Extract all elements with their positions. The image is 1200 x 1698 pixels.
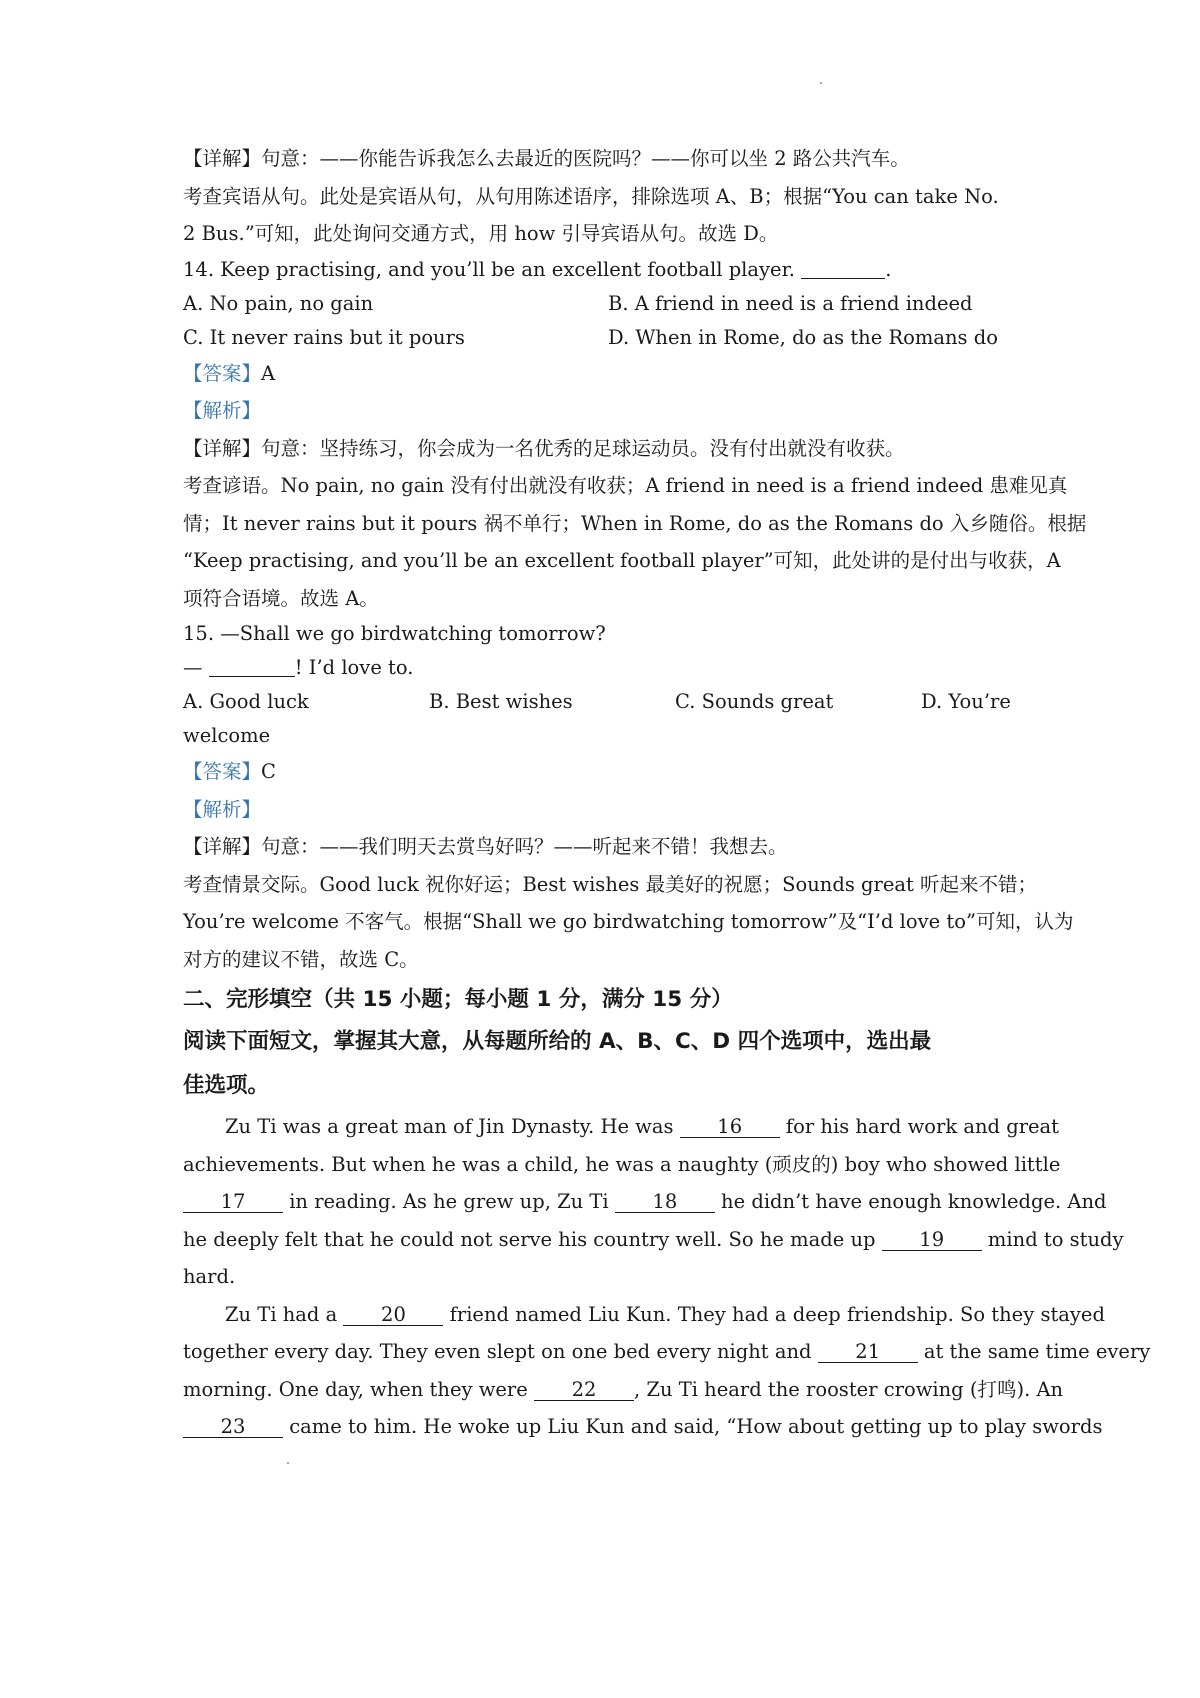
- cloze-p1-line3: [183, 1183, 1107, 1221]
- q14-stem-end: .: [885, 257, 892, 281]
- q15-option-a: A. Good luck: [183, 690, 309, 713]
- q14-analysis-4: 项符合语境。故选 A。: [183, 586, 379, 610]
- q15-option-c: C. Sounds great: [675, 690, 834, 713]
- q15-explain-tag: 【解析】: [183, 797, 262, 821]
- q13-detail: 【详解】句意：——你能告诉我怎么去最近的医院吗？——你可以坐 2 路公共汽车。: [183, 147, 910, 170]
- q14-explain-tag: 【解析】: [183, 399, 262, 422]
- q13-analysis-line2: 2 Bus.”可知，此处询问交通方式，用 how 引导宾语从句。故选 D。: [183, 222, 779, 245]
- section2-instruction-2: 佳选项。: [183, 1073, 270, 1098]
- cloze-text: Zu Ti had a: [225, 1302, 344, 1326]
- q14-options-row2: [183, 321, 1033, 355]
- q15-analysis-1: 考查情景交际。Good luck 祝你好运；Best wishes 最美好的祝愿；Sounds great 听起来不错；: [183, 872, 1038, 896]
- q14-analysis-1: 考查谚语。No pain, no gain 没有付出就没有收获；A friend in need is a friend indeed 患难见真: [183, 474, 1068, 497]
- q14-options-row1: [183, 287, 1033, 321]
- q14-answer-value: A: [261, 361, 276, 385]
- cloze-p2-line3: [183, 1371, 1064, 1409]
- q15-dash: —: [183, 656, 209, 679]
- cloze-text: in reading. As he grew up, Zu Ti: [283, 1190, 615, 1213]
- document-body: [183, 140, 1151, 1446]
- cloze-p1-line1: [183, 1108, 1060, 1146]
- q15-stem2: [183, 651, 1033, 685]
- cloze-text: together every day. They even slept on one bed every night and: [183, 1340, 818, 1363]
- section2-title: 二、完形填空（共 15 小题；每小题 1 分，满分 15 分）: [183, 987, 733, 1012]
- q15-answer: [183, 753, 1033, 791]
- q15-analysis-2: You’re welcome 不客气。根据“Shall we go birdwatching tomorrow”及“I’d love to”可知，认为: [183, 910, 1074, 933]
- q15-option-d-wrap: welcome: [183, 724, 271, 747]
- cloze-p2-line2: [183, 1333, 1151, 1371]
- q15-stem1: 15. —Shall we go birdwatching tomorrow?: [183, 622, 606, 645]
- q14-answer: [183, 355, 1033, 393]
- cloze-blank-21: 21: [818, 1342, 918, 1363]
- cloze-text: he deeply felt that he could not serve his country well. So he made up: [183, 1227, 882, 1251]
- q15-analysis-3: 对方的建议不错，故选 C。: [183, 947, 419, 971]
- q14-blank: [801, 258, 885, 279]
- cloze-text: Zu Ti was a great man of Jin Dynasty. He was: [225, 1115, 680, 1138]
- q14-option-c: C. It never rains but it pours: [183, 325, 465, 349]
- q14-option-d: D. When in Rome, do as the Romans do: [608, 325, 998, 349]
- q15-answer-tag: 【答案】: [183, 760, 262, 783]
- q15-answer-value: C: [261, 760, 276, 783]
- cloze-text: friend named Liu Kun. They had a deep friendship. So they stayed: [443, 1302, 1105, 1326]
- q15-option-d: D. You’re: [921, 690, 1011, 713]
- q14-option-a: A. No pain, no gain: [183, 291, 374, 315]
- cloze-text: he didn’t have enough knowledge. And: [714, 1190, 1107, 1213]
- cloze-passage: [183, 1108, 1151, 1446]
- scan-dot-top: [820, 82, 822, 84]
- scan-dot-bottom: [287, 1462, 289, 1464]
- cloze-text: at the same time every: [917, 1340, 1151, 1363]
- q14-analysis-3: “Keep practising, and you’ll be an excellent football player”可知，此处讲的是付出与收获，A: [183, 549, 1061, 572]
- cloze-blank-18: 18: [615, 1192, 715, 1213]
- cloze-blank-23: 23: [183, 1417, 283, 1438]
- q15-options-row: [183, 685, 1033, 719]
- q14-analysis-2: 情；It never rains but it pours 祸不单行；When in Rome, do as the Romans do 入乡随俗。根据: [183, 511, 1087, 535]
- q15-stem2-text: ! I’d love to.: [294, 656, 414, 679]
- cloze-p1-line4: [183, 1221, 1124, 1259]
- cloze-blank-16: 16: [680, 1117, 780, 1138]
- q14-stem-text: 14. Keep practising, and you’ll be an excellent football player.: [183, 257, 802, 281]
- cloze-p1-line5: hard.: [183, 1265, 236, 1288]
- cloze-p1-line2: achievements. But when he was a child, he was a naughty (顽皮的) boy who showed little: [183, 1152, 1061, 1176]
- cloze-p2-line1: [183, 1296, 1105, 1334]
- q15-blank: [209, 657, 295, 678]
- cloze-text: morning. One day, when they were: [183, 1377, 534, 1401]
- cloze-blank-22: 22: [534, 1380, 634, 1401]
- q15-detail: 【详解】句意：——我们明天去赏鸟好吗？——听起来不错！我想去。: [183, 835, 788, 858]
- cloze-text: mind to study: [981, 1227, 1124, 1251]
- q14-detail: 【详解】句意：坚持练习，你会成为一名优秀的足球运动员。没有付出就没有收获。: [183, 436, 905, 460]
- cloze-blank-20: 20: [343, 1305, 443, 1326]
- q14-option-b: B. A friend in need is a friend indeed: [608, 291, 973, 315]
- q14-stem: [183, 253, 1033, 287]
- q15-option-b: B. Best wishes: [429, 690, 573, 713]
- q14-answer-tag: 【答案】: [183, 361, 262, 385]
- cloze-text: came to him. He woke up Liu Kun and said, “How about getting up to play swords: [283, 1415, 1103, 1438]
- cloze-p2-line4: [183, 1408, 1103, 1446]
- cloze-text: for his hard work and great: [779, 1115, 1060, 1138]
- section2-instruction-1: 阅读下面短文，掌握其大意，从每题所给的 A、B、C、D 四个选项中，选出最: [183, 1029, 932, 1054]
- cloze-blank-19: 19: [882, 1230, 982, 1251]
- q13-analysis-line1: 考查宾语从句。此处是宾语从句，从句用陈述语序，排除选项 A、B；根据“You can take No.: [183, 184, 999, 208]
- cloze-blank-17: 17: [183, 1192, 283, 1213]
- cloze-text: , Zu Ti heard the rooster crowing (打鸣). An: [634, 1377, 1064, 1401]
